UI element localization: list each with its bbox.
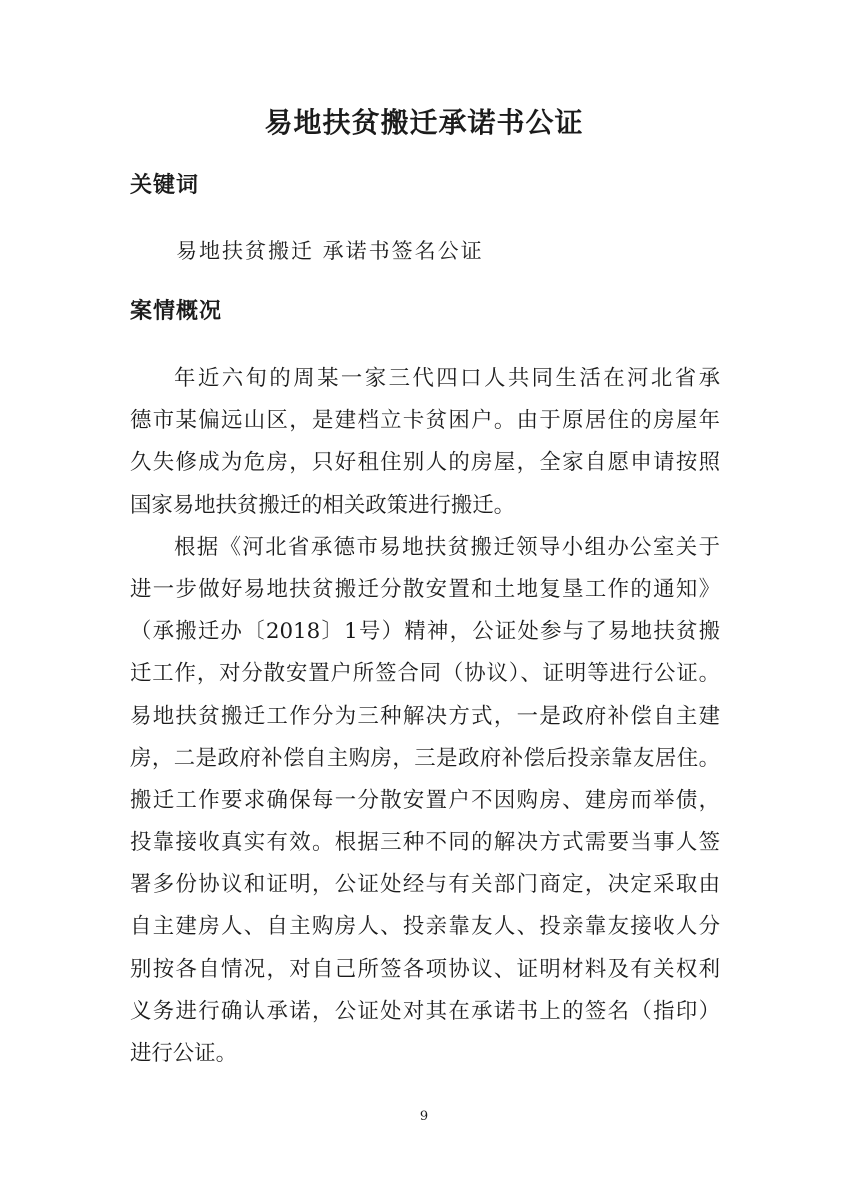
section-heading-case-overview: 案情概况 [130, 299, 223, 324]
section-heading-keywords: 关键词 [130, 173, 200, 198]
paragraph-line: 年近六旬的周某一家三代四口人共同生活在河北省承 [174, 366, 720, 391]
paragraph-line: 搬迁工作要求确保每一分散安置户不因购房、建房而举债， [130, 787, 720, 813]
paragraph-line: （承搬迁办〔2018〕1号）精神，公证处参与了易地扶贫搬 [130, 619, 720, 645]
page-number: 9 [419, 1109, 429, 1124]
paragraph-line: 德市某偏远山区，是建档立卡贫困户。由于原居住的房屋年 [130, 408, 720, 434]
paragraph-line: 进一步做好易地扶贫搬迁分散安置和土地复垦工作的通知》 [130, 576, 720, 602]
paragraph-line: 迁工作，对分散安置户所签合同（协议）、证明等进行公证。 [130, 661, 720, 687]
paragraph-line: 房，二是政府补偿自主购房，三是政府补偿后投亲靠友居住。 [130, 745, 720, 771]
paragraph-line: 署多份协议和证明，公证处经与有关部门商定，决定采取由 [130, 872, 720, 898]
case-overview-body [130, 358, 720, 1075]
paragraph-line: 自主建房人、自主购房人、投亲靠友人、投亲靠友接收人分 [130, 914, 720, 940]
paragraph-line: 国家易地扶贫搬迁的相关政策进行搬迁。 [130, 492, 516, 518]
paragraph-line: 根据《河北省承德市易地扶贫搬迁领导小组办公室关于 [174, 534, 720, 560]
paragraph-line: 进行公证。 [130, 1041, 237, 1066]
paragraph-line: 投靠接收真实有效。根据三种不同的解决方式需要当事人签 [130, 830, 720, 856]
paragraph-line: 别按各自情况，对自己所签各项协议、证明材料及有关权利 [130, 956, 720, 982]
paragraph-line: 义务进行确认承诺，公证处对其在承诺书上的签名（指印） [130, 998, 720, 1024]
paragraph-line: 久失修成为危房，只好租住别人的房屋，全家自愿申请按照 [130, 450, 720, 476]
keywords-text: 易地扶贫搬迁 承诺书签名公证 [176, 239, 484, 263]
document-title: 易地扶贫搬迁承诺书公证 [264, 106, 584, 139]
paragraph-line: 易地扶贫搬迁工作分为三种解决方式，一是政府补偿自主建 [130, 703, 720, 729]
